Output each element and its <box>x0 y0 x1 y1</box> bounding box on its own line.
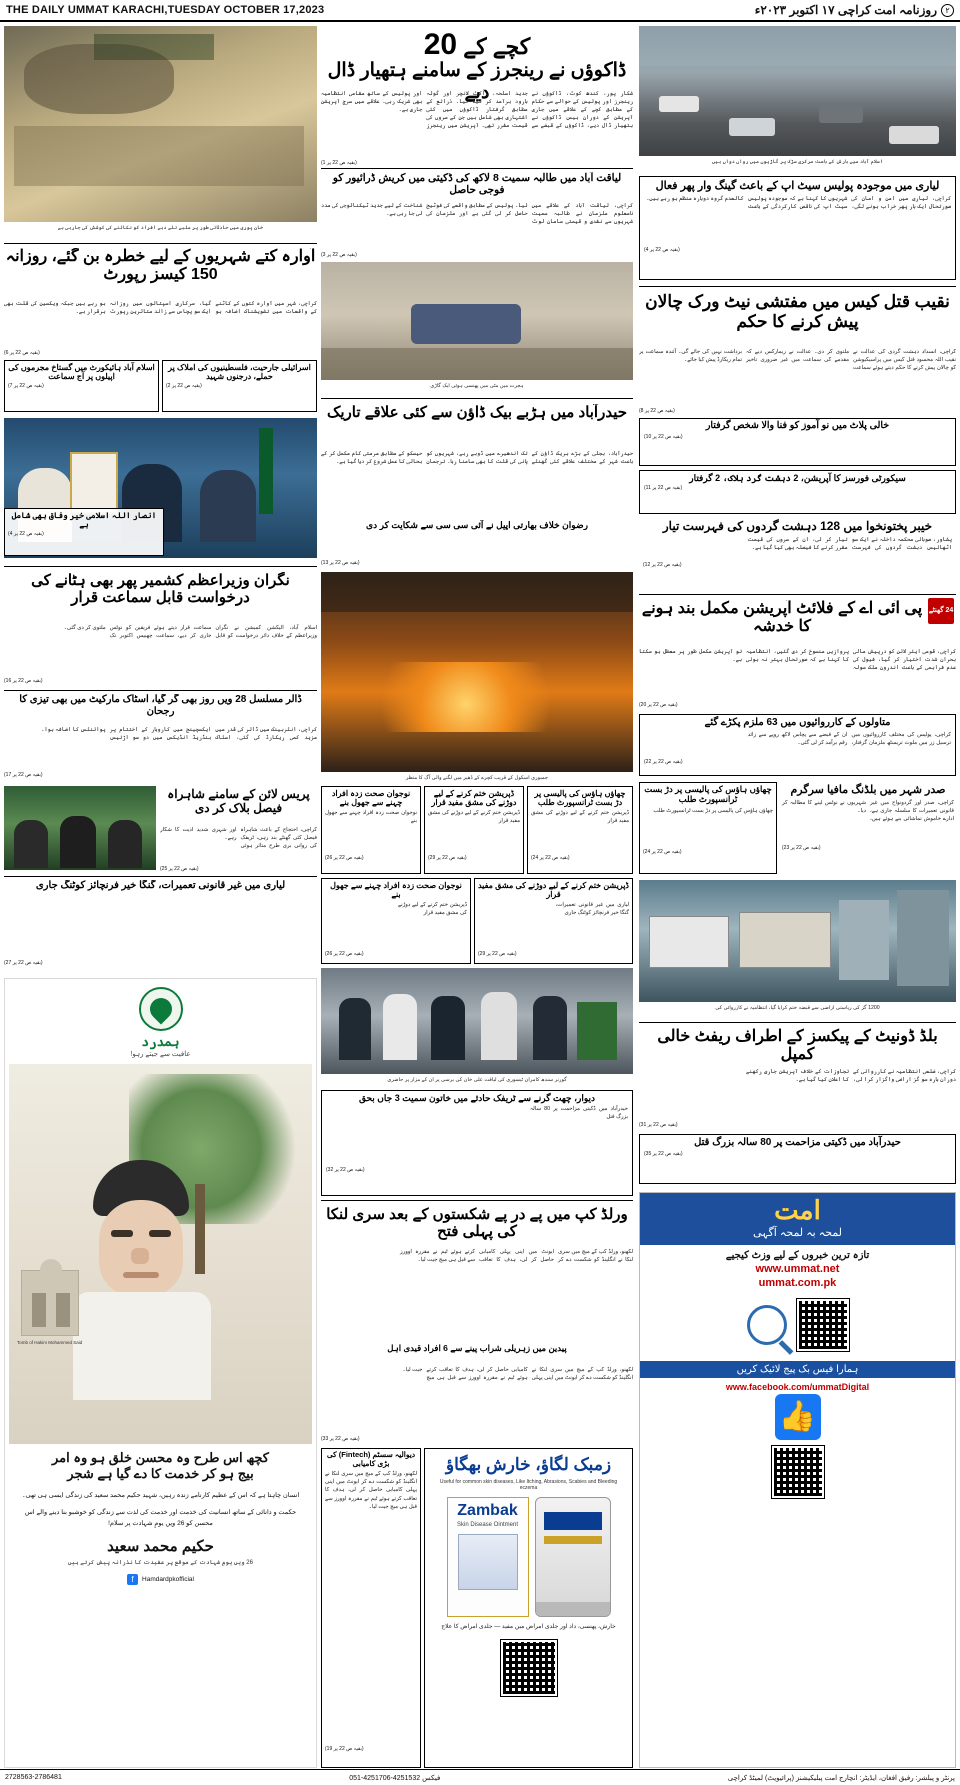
ref-smuggle: (بقیہ ص 22 پر 22) <box>644 758 683 765</box>
story-security <box>639 470 956 514</box>
headline-children: نوجوان صحت زدہ افراد چہنے سے جھول بنے <box>331 789 411 808</box>
thumbs-up-icon <box>775 1394 821 1440</box>
headline-encroach: بلڈ ڈونیٹ کے پیکسز کے اطراف ریفٹ خالی کمپل <box>657 1028 938 1064</box>
headline-naqeeb: نقیب قتل کیس میں مفتشی نیٹ ورک چالان پیش کرنے کا حکم <box>645 292 950 331</box>
headline-ansar: انصار اللہ اسلامی خیر وفاق بھی شامل ہے <box>11 511 157 530</box>
ref-blocked-roads: (بقیہ ص 22 پر 25) <box>160 866 199 872</box>
story-khali-plot <box>639 418 956 466</box>
ad-ummat-header <box>640 1193 955 1245</box>
ad-zambak-qr[interactable] <box>501 1640 557 1696</box>
ad-hamdard-handle[interactable]: Hamdardpkofficial <box>142 1576 194 1584</box>
headline-wall: دیوار، چھت گرنے سے ٹریفک حادثے میں خاتون سمیت 3 جاں بحق <box>358 1093 595 1103</box>
ad-ummat-url1[interactable]: www.ummat.net <box>755 1263 840 1275</box>
headline-cricket: ورلڈ کپ میں پے در پے شکستوں کے بعد سری لنکا کی پہلی فتح <box>326 1206 628 1241</box>
body-dollar: کراچی، انٹربینک میں ڈالر کی قدر میں مزید کمی ریکارڈ کی گئی، اسٹاک ایکسچینج میں کاروبار کے اختتام پر ہنڈریڈ انڈیکس میں دو سو اڑتیس پوائنٹس کا اضافہ ہوا۔ <box>41 727 317 742</box>
story-kp-list <box>639 518 956 590</box>
ad-ummat-fb-url[interactable]: www.facebook.com/ummatDigital <box>725 1381 870 1392</box>
masthead-urdu: روزنامہ امت کراچی ۱۷ اکتوبر ۲۰۲۳ء <box>754 3 937 17</box>
body-children: نوجوان صحت زدہ افراد چہنے سے جھول بنے <box>325 810 417 825</box>
caption-navy: گورنر سندھ کامران ٹیسوری کی لیاقت علی خان کی برسی پر ان کے مزار پر حاضری <box>387 1077 567 1083</box>
body-naqeeb: کراچی، انسداد دہشت گردی کی عدالت نے نقیب اللہ محسود قتل کیس میں پراسیکیوشن کو چالان پیش کرنے کا حکم دیتے ہوئے سماعت ملتوی کر دی۔ عدالت نے ریمارکس دیے کہ مقدمے کی سماعت میں غیر ضروری تاخیر برداشت نہیں کی جائے گی۔ آئندہ سماعت پر تمام ریکارڈ پیش کیا جائے۔ <box>639 349 956 372</box>
ref-naqeeb: (بقیہ ص 22 پر 8) <box>639 408 675 414</box>
story-wall <box>321 1090 633 1196</box>
body-nigran: اسلام آباد، الیکشن کمیشن نے نگران وزیراعظم کے خلاف دائر درخواست کو قابل سماعت قرار دیتے ہوئے فریقین کو نوٹس جاری کر دیے، سماعت چھبیس اکتوبر تک ملتوی کر دی گئی۔ <box>63 625 317 640</box>
headline-smuggle: متاولوں کے کارروائیوں میں 63 ملزم پکڑے گئے <box>704 717 891 728</box>
headline-center-misc-2: ڈپریشن ختم کرنے کے لیے دوڑنے کی مشق مفید قرار <box>477 881 629 900</box>
ad-hamdard[interactable] <box>4 978 317 1768</box>
story-hyd-old <box>639 1134 956 1184</box>
headline-transport: چھاؤں ہاؤس کی پالیسی پر دڑ بست ٹرانسپورٹ طلب <box>644 784 772 804</box>
masthead-english: THE DAILY UMMAT KARACHI,TUESDAY OCTOBER 17,2023 <box>6 4 325 16</box>
ad-hamdard-anniversary: 26 ویں یومِ شہادت کے موقع پر عقیدت کا نذرانہ پیش کرتے ہیں <box>68 1560 253 1567</box>
divider-dollar <box>4 690 317 691</box>
caption-bus: 1200 گز کی ریاستی اراضی سے قبضہ ختم کرایا گیا، انتظامیہ نے کارروائی کی <box>715 1005 880 1011</box>
headline-khali-plot: خالی پلاٹ میں نو آموز کو فنا والا شخص گرفتار <box>705 420 890 431</box>
body-encroach: کراچی، ضلعی انتظامیہ نے کارروائی کے دوران بارہ سو گز اراضی واگزار کرا لی، تجاوزات کے خلاف آپریشن جاری رکھنے کا اعلان کیا گیا ہے۔ <box>746 1069 956 1084</box>
body-hyderabad: حیدرآباد، بجلی کے بڑے بریک ڈاؤن کے باعث شہر کے مختلف علاقے کئی گھنٹے تک اندھیرے میں ڈوبے رہے، شہریوں کو پانی کی قلت کا بھی سامنا رہا۔ ترجمان حیسکو کے مطابق مرمتی کام مکمل کر کے بحالی کا عمل شروع کر دیا گیا ہے۔ <box>321 451 633 466</box>
body-dacoits: شکار پور، کندھ کوٹ، ڈاکوؤں نے رینجرز اور پولیس کے حوالے سے حکام کے مطابق کچے کے علاقے میں جاری آپریشن کے دوران بیس ڈاکوؤں نے ہتھیار ڈال دیے، ڈاکوؤں کے قبضے سے جدید اسلحہ، راکٹ لانچر اور گولہ بارود برآمد کر لیا گیا۔ ذرائع کے مطابق گرفتار ڈاکوؤں میں کئی اشتہاری بھی شامل ہیں جن کے سروں کی قیمت مقرر تھی۔ آپریشن میں رینجرز اور پولیس کے ساتھ مقامی انتظامیہ بھی شریک رہی۔ علاقے میں سرچ آپریشن جاری ہے۔ <box>321 91 633 130</box>
photo-fire-image <box>321 572 633 772</box>
ad-ummat-url2[interactable]: ummat.com.pk <box>758 1276 837 1289</box>
headline-kp-list: خیبر پختونخوا میں 128 دہشت گردوں کی فہرست تیار <box>662 519 933 533</box>
caption-traffic: اسلام آباد میں بارش کے باعث مرکزی سڑک پر گاڑیوں میں رواں دواں ہیں <box>712 159 883 165</box>
body-kp-list: پشاور، صوبائی محکمہ داخلہ نے ایک سو اٹھائیس دہشت گردوں کی فہرست تیار کر لی، ان کے سروں کی قیمت مقرر کرنے کا فیصلہ بھی کیا گیا ہے۔ <box>747 536 952 551</box>
story-isb-court <box>4 360 159 412</box>
divider-encroach <box>639 1022 956 1023</box>
ref-nigran: (بقیہ ص 22 پر 16) <box>4 678 43 684</box>
body-liaqatabad: کراچی، لیاقت آباد کے علاقے میں نامعلوم ملزمان نے طالبہ سمیت شہریوں سے نقدی و قیمتی سامان لوٹ لیا۔ پولیس کے مطابق واقعے کی فوٹیج حاصل کر لی گئی ہے اور ملزمان کی شناخت کے لیے جدید ٹیکنالوجی کی مدد لی جا رہی ہے۔ <box>321 203 633 226</box>
ad-hamdard-name: حکیم محمد سعید <box>107 1538 214 1556</box>
body-depression: ڈپریشن ختم کرنے کے لیے دوڑنے کی مشق مفید قرار <box>428 810 520 825</box>
ref-isb-court: (بقیہ ص 22 پر 7) <box>8 383 44 390</box>
photo-car <box>321 262 633 380</box>
ref-lyari-build: (بقیہ ص 22 پر 27) <box>4 960 43 966</box>
photo-excavation-image <box>4 26 317 222</box>
photo-car-image <box>321 262 633 380</box>
headline-fintech: دیوالیہ سسٹم (Fintech) کی بڑی کامیابی <box>326 1450 416 1468</box>
ad-ummat-qr-2[interactable] <box>772 1446 824 1498</box>
story-fintech <box>321 1448 421 1768</box>
story-center-misc-1 <box>321 878 471 964</box>
body-poison: لکھنو، ورلڈ کپ کے میچ میں سری لنکا نے انگلینڈ کو شکست دے کر ایونٹ میں اپنی پہلی کامیابی حاصل کر لی، ہدف کا تعاقب کرتے ہوئے ٹیم نے مقررہ اوورز سے قبل ہی میچ جیت لیا۔ <box>402 1367 633 1382</box>
ref-wall: (بقیہ ص 22 پر 32) <box>326 1167 365 1174</box>
story-sadar <box>780 782 956 874</box>
divider-nigran <box>4 566 317 567</box>
ad-ummat-tagline: لمحہ بہ لمحہ آگہی <box>752 1227 843 1239</box>
ad-zambak-title: زمبک لگاؤ، خارش بھگاؤ <box>445 1455 612 1474</box>
photo-navy <box>321 968 633 1074</box>
ref-dacoits: (بقیہ ص 22 پر 1) <box>321 160 357 166</box>
ad-zambak-english: Useful for common skin diseases, Like Itching, Abrasions, Scabies and Bleeding eczema <box>439 1479 618 1491</box>
story-smuggle <box>639 714 956 776</box>
badge-24-hours: 24 گھنٹے <box>928 598 954 624</box>
body-sadar: کراچی، صدر اور گردونواح میں غیر قانونی تعمیرات کا سلسلہ جاری ہے، ادارے خاموش تماشائی بنے ہوئے ہیں، شہریوں نے نوٹس لینے کا مطالبہ کر دیا۔ <box>782 799 954 822</box>
ad-zambak[interactable] <box>424 1448 633 1768</box>
ref-depression: (بقیہ ص 22 پر 29) <box>428 855 467 862</box>
story-transport <box>639 782 777 874</box>
ad-hamdard-body-2: حکمت و دانائی کے ساتھ انسانیت کی خدمت اور خدمت کی لذت سے زندگی کو خوشبو بنا دینے والے اس محسن کو 26 ویں یومِ شہادت پر سلام! <box>24 1509 297 1528</box>
headline-blocked-roads: پریس لائن کے سامنے شاہراہ فیصل بلاک کر دی <box>167 788 310 815</box>
caption-fire: جمبوری اسکول کے قریب کچرے کے ڈھیر میں لگنے والی آگ کا منظر <box>405 775 549 781</box>
search-icon <box>747 1305 787 1345</box>
photo-excavation <box>4 26 317 222</box>
body-blocked-roads: کراچی، احتجاج کے باعث شاہراہ فیصل کئی گھنٹے بند رہی، ٹریفک کی روانی بری طرح متاثر ہوئی اور شہری شدید اذیت کا شکار رہے۔ <box>160 827 317 850</box>
headline-transport-2: چھاؤں ہاؤس کی پالیسی پر دڑ بست ٹرانسپورٹ طلب <box>534 789 626 808</box>
headline-israel: اسرائیلی جارحیت، فلسطینیوں کی املاک پر حملے، درجنوں شہید <box>168 363 311 382</box>
photo-press-image <box>4 786 156 870</box>
ref-awara: (بقیہ ص 22 پر 6) <box>4 350 40 356</box>
story-children <box>321 786 421 874</box>
ad-hamdard-couplet-1: کچھ اس طرح وہ محسن خلق ہو وہ امر <box>52 1450 269 1465</box>
headline-dacoits-number: 20 <box>423 28 458 61</box>
headline-sadar: صدر شہر میں بلڈنگ مافیا سرگرم <box>790 784 946 796</box>
ad-hamdard-portrait <box>9 1064 312 1444</box>
ad-zambak-sub: Skin Disease Ointment <box>456 1522 519 1528</box>
ref-encroach: (بقیہ ص 22 پر 31) <box>639 1122 678 1128</box>
ref-lyari: (بقیہ ص 22 پر 4) <box>644 246 680 253</box>
headline-lyari: لیاری میں موجودہ پولیس سیٹ اپ کے باعث گینگ وار پھر فعال <box>655 180 940 192</box>
headline-rizwan: رضوان خلاف بھارتی اپیل نے آئی سی سی سے شکایت کر دی <box>366 520 588 530</box>
body-transport-2: ڈپریشن ختم کرنے کے لیے دوڑنے کی مشق مفید قرار <box>531 810 629 825</box>
headline-dacoits-rest: ڈاکوؤں نے رینجرز کے سامنے ہتھیار ڈال دیے <box>327 60 627 103</box>
ad-hamdard-tagline: عافیت سے جیتے رہو! <box>130 1051 191 1058</box>
body-pia: کراچی، قومی ایئر لائن کو درپیش مالی بحران شدت اختیار کر گیا، فیول کی عدم فراہمی کے باعث اندرون ملک سولہ پروازیں منسوخ کر دی گئیں، انتظامیہ کا کہنا ہے کہ صورتحال بہتر نہ ہوئی تو آپریشن مکمل طور پر معطل ہو سکتا ہے۔ <box>639 649 956 672</box>
ad-hamdard-body-1: انسان چاہتا ہے کہ اس کے عظیم کارنامے زندہ رہیں، شہید حکیم محمد سعید کی زندگی ایسی ہی تھی۔ <box>21 1492 300 1499</box>
caption-excavation: خان پوری میں حادثاتی طور پر ملبے تلے دبے افراد کو نکالنے کی کوشش کی جارہی ہے <box>57 225 264 231</box>
caption-car: ہجرت میں مٹی میں پھنسی ہوئی ایک گاڑی <box>430 383 524 389</box>
ref-fintech: (بقیہ ص 22 پر 19) <box>325 1746 364 1753</box>
ad-ummat-qr[interactable] <box>797 1299 849 1351</box>
headline-pia: پی آئی اے کے فلائٹ آپریشن مکمل بند ہونے کا خدشہ <box>641 600 923 636</box>
headline-security: سیکورٹی فورسز کا آپریشن، 2 دہشت گرد ہلاک، 2 گرفتار <box>689 473 906 483</box>
headline-hyderabad: حیدرآباد میں ہڑبے بیک ڈاؤن سے کئی علاقے تاریک <box>326 404 628 421</box>
ref-center-misc-2: (بقیہ ص 22 پر 29) <box>478 951 517 958</box>
headline-center-misc-1: نوجوان صحت زدہ افراد چہنے سے جھول بنے <box>330 881 462 900</box>
ref-israel: (بقیہ ص 22 پر 2) <box>166 383 202 390</box>
body-smuggle: کراچی، پولیس کی مختلف کارروائیوں میں ترسیل زر میں ملوث تریسٹھ ملزمان گرفتار، ان کے قبضے سے پچاس لاکھ روپے سے زائد رقم برآمد کر لی گئی۔ <box>747 731 951 746</box>
headline-hyd-old: حیدرآباد میں ڈکیتی مزاحمت پر 80 سالہ بزرگ قتل <box>694 1137 901 1148</box>
headline-isb-court: اسلام آباد ہائیکورٹ میں گستاخ مجرموں کی اپیلوں پر آج سماعت <box>8 363 155 382</box>
ref-khali-plot: (بقیہ ص 22 پر 10) <box>644 433 683 440</box>
headline-liaqatabad: لیاقت آباد میں طالبہ سمیت 8 لاکھ کی ڈکیتی میں کریش ڈرائیور کو فوجی حاصل <box>332 172 622 197</box>
ad-hamdard-couplet-2: بیج ہو کر خدمت کا دے گیا ہے شجر <box>67 1466 254 1481</box>
headline-dollar: ڈالر مسلسل 28 ویں روز بھی گر گیا، اسٹاک مارکیٹ میں بھی تیزی کا رجحان <box>19 694 302 717</box>
headline-awara: آوارہ کتے شہریوں کے لیے خطرہ بن گئے، روزانہ 150 کیسز رپورٹ <box>5 248 316 284</box>
body-wall: حیدرآباد میں ڈکیتی مزاحمت پر 80 سالہ بزرگ قتل <box>530 1106 628 1121</box>
divider-pia <box>639 594 956 595</box>
ref-liaqatabad: (بقیہ ص 22 پر 3) <box>321 252 357 258</box>
story-transport-2 <box>527 786 633 874</box>
body-lyari: کراچی، لیاری میں امن و امان کی صورتحال ایک بار پھر خراب ہونے لگی، شہریوں کا کہنا ہے کہ موجودہ پولیس سیٹ اپ کی ناقص کارکردگی کے باعث کالعدم گروہ دوبارہ منظم ہو رہے ہیں۔ <box>646 195 951 210</box>
ref-security: (بقیہ ص 22 پر 11) <box>644 485 683 492</box>
photo-bus-image <box>639 880 956 1002</box>
ref-sadar: (بقیہ ص 22 پر 23) <box>782 844 821 851</box>
headline-depression: ڈپریشن ختم کرنے کے لیے دوڑنے کی مشق مفید قرار <box>431 789 517 808</box>
ad-zambak-brand: Zambak <box>457 1502 518 1519</box>
ad-hamdard-logo <box>5 979 316 1058</box>
ref-kp-list: (بقیہ ص 22 پر 12) <box>643 561 682 568</box>
page-number-badge: ۲ <box>941 4 954 17</box>
photo-navy-image <box>321 968 633 1074</box>
ad-hamdard-brand: ہمدرد <box>141 1034 180 1049</box>
headline-dacoits <box>321 28 633 63</box>
ad-hamdard-tomb-caption: Tomb of Hakim Mohammed Said <box>17 1340 83 1345</box>
body-transport: چھاؤں ہاؤس کی پالیسی پر دڑ بست ٹرانسپورٹ طلب <box>653 807 773 814</box>
story-lyari <box>639 176 956 280</box>
divider-hyderabad <box>321 398 633 399</box>
page-footer <box>0 1769 960 1785</box>
body-lyari-build <box>4 906 317 960</box>
headline-dacoits-pre: کچے کے <box>463 34 531 59</box>
ref-children: (بقیہ ص 22 پر 26) <box>325 855 364 862</box>
headline-poison: پیدین میں زہریلی شراب پینے سے 6 افراد قیدی اہل <box>387 1344 567 1353</box>
ad-ummat[interactable] <box>639 1192 956 1768</box>
ad-zambak-box <box>447 1497 529 1617</box>
story-center-misc-2 <box>474 878 633 964</box>
ad-ummat-fb-label: ہمارا فیس بک پیج لائیک کریں <box>640 1361 955 1378</box>
ref-dollar: (بقیہ ص 22 پر 17) <box>4 772 43 778</box>
ad-ummat-brand: امت <box>774 1195 821 1225</box>
ad-zambak-tube <box>535 1497 611 1617</box>
ref-transport-2: (بقیہ ص 22 پر 24) <box>531 855 570 862</box>
ref-hyd-old: (بقیہ ص 22 پر 35) <box>644 1150 683 1157</box>
ad-ummat-line: تازہ ترین خبروں کے لیے وزٹ کیجیے <box>725 1250 870 1261</box>
facebook-icon: f <box>127 1574 138 1585</box>
footer-urdu: پرنٹر و پبلشر: رفیق افغان، ایڈیٹر: انچارج امت پبلیکیشنز (پرائیویٹ) لمیٹڈ کراچی <box>727 1774 955 1782</box>
body-cricket: لکھنو، ورلڈ کپ کے میچ میں سری لنکا نے انگلینڈ کو شکست دے کر ایونٹ میں اپنی پہلی کامیابی حاصل کر لی، ہدف کا تعاقب کرتے ہوئے ٹیم نے مقررہ اوورز سے قبل ہی میچ جیت لیا۔ <box>400 1249 633 1264</box>
photo-traffic-image <box>639 26 956 156</box>
story-depression <box>424 786 524 874</box>
photo-bus <box>639 880 956 1002</box>
divider-cricket <box>321 1200 633 1201</box>
body-center-misc-2: لیاری میں غیر قانونی تعمیرات، گنگا خیر فرنچائز کوٹنگ جاری <box>555 902 629 917</box>
footer-phones: 051-4251706-4251532 فیکس <box>349 1774 441 1782</box>
divider-liaqatabad <box>321 168 633 169</box>
ref-poison: (بقیہ ص 22 پر 33) <box>321 1436 360 1442</box>
story-ansar <box>4 508 164 556</box>
divider-lyari-build <box>4 876 317 877</box>
ref-center-misc-1: (بقیہ ص 22 پر 26) <box>325 951 364 958</box>
divider-naqeeb <box>639 286 956 287</box>
ref-rizwan: (بقیہ ص 22 پر 13) <box>321 560 360 566</box>
ref-pia: (بقیہ ص 22 پر 20) <box>639 702 678 708</box>
body-fintech: لکھنو، ورلڈ کپ کے میچ میں سری لنکا نے انگلینڈ کو شکست دے کر ایونٹ میں اپنی پہلی کامیابی حاصل کر لی، ہدف کا تعاقب کرتے ہوئے ٹیم نے مقررہ اوورز سے قبل ہی میچ جیت لیا۔ <box>325 1471 417 1510</box>
ad-zambak-urdu: خارش، پھنسی، داد اور جلدی امراض میں مفید — جلدی امراض کا علاج <box>441 1624 616 1630</box>
ref-transport: (بقیہ ص 22 پر 24) <box>643 848 682 855</box>
photo-traffic <box>639 26 956 156</box>
divider-awara <box>4 243 317 244</box>
body-awara: کراچی، شہر میں آوارہ کتوں کے کاٹنے کے واقعات میں تشویشناک اضافہ ہو گیا، سرکاری اسپتالوں میں روزانہ ایک سو پچاس سے زائد متاثرین رپورٹ ہو رہے ہیں جبکہ ویکسین کی قلت بھی برقرار ہے۔ <box>4 301 317 316</box>
story-israel <box>162 360 317 412</box>
body-center-misc-1: ڈپریشن ختم کرنے کے لیے دوڑنے کی مشق مفید قرار <box>398 902 467 917</box>
ref-ansar: (بقیہ ص 22 پر 4) <box>8 531 44 538</box>
headline-nigran: نگران وزیراعظم کشمیر پھر بھی ہٹانے کی درخواست قابل سماعت قرار <box>31 572 290 607</box>
footer-left: 2728563-2786481 <box>5 1774 62 1781</box>
photo-fire <box>321 572 633 772</box>
masthead-right <box>755 3 954 17</box>
headline-lyari-build: لیاری میں غیر قانونی تعمیرات، گنگا خیر فرنچائز کوٹنگ جاری <box>35 880 286 891</box>
masthead <box>0 0 960 22</box>
photo-press <box>4 786 156 870</box>
